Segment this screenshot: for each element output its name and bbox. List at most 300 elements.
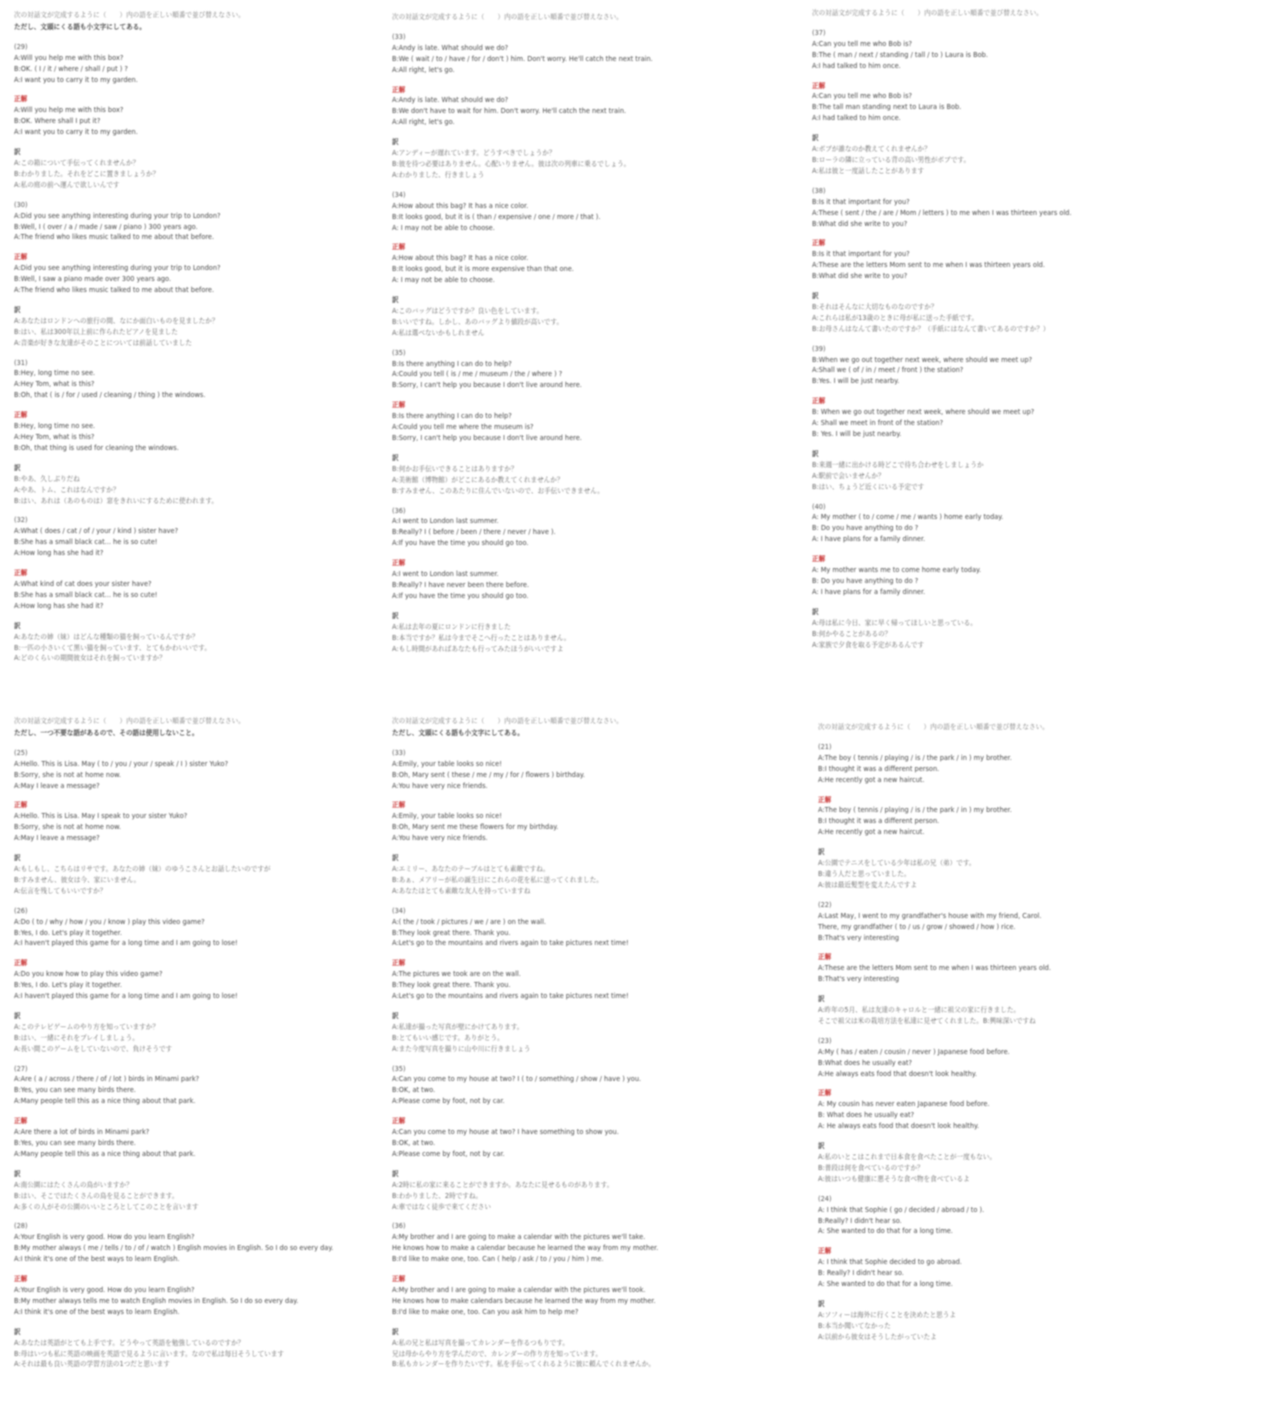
translation-label: 訳 [392,138,399,147]
worksheet-column-5 [392,716,777,1370]
translation-line: B:わかりました。それをどこに置きましょうか？ [14,169,160,178]
translation-label: 訳 [812,449,819,458]
translation-line: A:このバッグはどうですか？良い色をしています。 [392,306,544,315]
translation-line: A:私は去年の夏にロンドンに行きました [392,622,511,631]
answer-line: A:Do you know how to play this video game? [14,970,163,979]
translation-line: A:それは最も良い英語の学習方法の1つだと思います [14,1360,170,1369]
answer-label: 正解 [392,85,406,94]
question-line: A:Andy is late. What should we do? [392,43,509,52]
question-line: He knows how to make a calendar because he learned the way from my mother. [392,1244,659,1253]
answer-line: A:The friend who likes music talked to me about that before. [14,286,215,295]
question-block [14,42,399,191]
question-line: A:How long has she had it? [14,549,104,558]
translation-line: B:普段は何を食べているのですか？ [818,1163,924,1172]
question-line: A:Shall we ( of / in / meet / front ) the station? [812,366,964,375]
translation-line: B:それはそんなに大切なものなのですか？ [812,302,938,311]
question-line: A:I haven't played this game for a long time and I am going to lose! [14,939,238,948]
translation-line: A:公園でテニスをしている少年は私の兄（弟）です。 [818,859,976,868]
answer-line: B:They look great there. Thank you. [392,981,511,990]
question-block [392,190,777,339]
answer-line: B:Well, I saw a piano made over 300 years ago. [14,275,172,284]
translation-line: B:すみません、彼女は今、家にいません。 [14,875,141,884]
answer-line: B: Really? I didn't hear so. [818,1269,904,1278]
translation-line: B:本当ですか？私は今までそこへ行ったことはありません。 [392,633,571,642]
question-block [14,906,399,1055]
question-number: (32) [14,516,28,525]
answer-line: A:What kind of cat does your sister have? [14,579,152,588]
answer-line: B:My mother always tells me to watch English movies in English. So I do so every day. [14,1296,299,1305]
answer-line: A:Could you tell me where the museum is? [392,423,534,432]
worksheet-column-3 [812,8,1197,650]
translation-line: A:私の兄と私は写真を撮ってカレンダーを作るつもりです。 [392,1338,570,1347]
question-line: A: She wanted to do that for a long time. [818,1227,953,1236]
answer-line: B: What does he usually eat? [818,1111,915,1120]
question-number: (38) [812,186,826,195]
question-line: B:Really? I ( before / been / there / never / have ). [392,528,556,537]
worksheet-column-6 [818,722,1203,1343]
question-block [392,348,777,497]
answer-line: He knows how to make calendars because he learned the way from my mother. [392,1296,656,1305]
question-line: A:I think it's one of the best ways to learn English. [14,1255,180,1264]
question-block [818,1036,1203,1185]
answer-line: A:Can you tell me who Bob is? [812,92,913,101]
translation-label: 訳 [14,854,21,863]
answer-line: A:Your English is very good. How do you learn English? [14,1285,195,1294]
question-block [812,28,1197,177]
translation-line: B:母はいつも私に英語の映画を英語で見るように言います。なので私は毎日そうしています [14,1349,284,1358]
answer-line: A:My brother and I are going to make a calendar with the pictures we'll took. [392,1285,646,1294]
question-line: B:Really? I didn't hear so. [818,1216,902,1225]
question-line: A:He recently got a new haircut. [818,775,925,784]
question-line: A:I want you to carry it to my garden. [14,75,138,84]
answer-label: 正解 [818,1089,832,1098]
translation-line: A:ボブが誰なのか教えてくれませんか？ [812,145,931,154]
answer-label: 正解 [818,795,832,804]
answer-line: A:These are the letters Mom sent to me when I was thirteen years old. [812,261,1045,270]
question-line: B:Is it that important for you? [812,197,910,206]
translation-line: B:私もカレンダーを作りたいです。私を手伝ってくれるように彼に頼んでくれませんか。 [392,1360,655,1369]
question-number: (22) [818,900,832,909]
question-number: (28) [14,1222,28,1231]
question-line: A: My mother ( to / come / me / wants ) home early today. [812,513,1004,522]
answer-line: A:Will you help me with this box? [14,106,124,115]
answer-label: 正解 [14,1275,28,1284]
translation-line: A:あなたはとても素敵な友人を持っていますね [392,886,531,895]
question-number: (39) [812,344,826,353]
question-line: B:Yes, I do. Let's play it together. [14,928,122,937]
question-line: A:Can you tell me who Bob is? [812,39,913,48]
translation-line: B:わかりました、2時ですね。 [392,1191,483,1200]
answer-line: A:Can you come to my house at two? I have something to show you. [392,1128,619,1137]
answer-line: B:Sorry, I can't help you because I don't live around here. [392,434,582,442]
question-line: A:Many people tell this as a nice thing about that park. [14,1097,196,1106]
translation-line: B:いいですね。しかし、あのバッグより値段が高いです。 [392,317,564,326]
question-line: B:OK. ( I / it / where / shall / put ) ? [14,64,128,73]
translation-line: A:また今度写真を撮りに山や川に行きましょう [392,1044,531,1053]
translation-line: A:どのくらいの期間彼女はそれを飼っていますか？ [14,654,166,663]
question-line: A:Let's go to the mountains and rivers again to take pictures next time! [392,939,629,948]
translation-line: B:本当か聞いてなかった [818,1321,891,1330]
answer-label: 正解 [14,569,28,578]
translation-line: A:私達が撮った写真が壁にかけてあります。 [392,1022,524,1031]
answer-line: A:I went to London last summer. [392,570,499,579]
answer-line: A:I think it's one of the best ways to learn English. [14,1307,180,1316]
answer-line: A: He always eats food that doesn't look healthy. [818,1122,980,1131]
answer-line: A:He recently got a new haircut. [818,828,925,837]
worksheet-column-2 [392,12,777,654]
question-number: (30) [14,200,28,209]
translation-line: A:アンディーが遅れています。どうすべきでしょうか？ [392,149,556,158]
question-block [14,515,399,664]
answer-line: B: When we go out together next week, where should we meet up? [812,408,1035,417]
question-line: A:These ( sent / the / are / Mom / letters ) to me when I was thirteen years old. [812,208,1072,217]
translation-label: 訳 [818,1142,825,1151]
question-line: B:It looks good, but it is ( than / expensive / one / more / that ). [392,212,601,221]
translation-label: 訳 [818,1299,825,1308]
translation-label: 訳 [392,1327,399,1336]
question-number: (35) [392,348,406,357]
question-line: A:Please come by foot, not by car. [392,1097,505,1106]
translation-line: A:伝言を残してもいいですか？ [14,886,107,895]
answer-line: B:What did she write to you? [812,272,908,281]
answer-line: B:OK, at two. [392,1139,436,1147]
instruction-text: 次の対話文が完成するように（ ）内の語を正しい順番で並び替えなさい。 [818,723,1049,731]
question-line: B:What did she write to you? [812,219,908,228]
question-line: A:Are ( a / across / there / of / lot ) birds in Minami park? [14,1075,200,1084]
answer-line: B:Yes, I do. Let's play it together. [14,981,122,990]
answer-line: A: My mother wants me to come home early today. [812,566,982,575]
question-line: A: I think that Sophie ( go / decided / abroad / to ). [818,1205,985,1214]
question-number: (34) [392,190,406,199]
question-line: A:He always eats food that doesn't look healthy. [818,1069,977,1078]
translation-line: A:長い間このゲームをしていないので、負けそうです [14,1044,173,1053]
translation-line: A:もしもし、こちらはリサです。あなたの姉（妹）のゆうこさんとお話したいのですが [14,864,271,873]
translation-line: A:私の庭の前へ運んで欲しいんです [14,180,120,189]
instruction-text: 次の対話文が完成するように（ ）内の語を正しい順番で並び替えなさい。 [14,717,245,725]
translation-line: B:はい、一緒にそれをプレイしましょう。 [14,1033,139,1042]
translation-line: A:この箱について手伝ってくれませんか？ [14,158,140,167]
answer-line: A: I may not be able to choose. [392,276,495,285]
answer-line: B:The tall man standing next to Laura is Bob. [812,103,962,112]
translation-line: A:あなたはロンドンへの旅行の間、なにか面白いものを見ましたか？ [14,316,219,325]
translation-line: A:ソフィーは海外に行くことを決めたと思うよ [818,1310,956,1319]
question-line: A:You have very nice friends. [392,781,488,790]
translation-line: B:ローラの隣に立っている背の高い男性がボブです。 [812,155,971,164]
translation-label: 訳 [392,611,399,620]
translation-line: A:音楽が好きな友達がそのことについては前話していました [14,338,192,347]
answer-line: A:Let's go to the mountains and rivers again to take pictures next time! [392,992,629,1001]
question-block [392,906,777,1055]
translation-label: 訳 [392,1011,399,1020]
question-number: (31) [14,358,28,367]
question-line: A:Emily, your table looks so nice! [392,759,502,768]
question-line: B:Oh, that ( is / for / used / cleaning / thing ) the windows. [14,391,206,400]
answer-label: 正解 [14,801,28,810]
question-line: A:The boy ( tennis / playing / is / the park / in ) my brother. [818,753,1012,762]
question-line: A:I had talked to him once. [812,61,901,70]
translation-line: A:昨年の5月、私は友達のキャロルと一緒に祖父の家に行きました。 [818,1006,1021,1015]
answer-line: A:Did you see anything interesting during your trip to London? [14,264,221,273]
translation-line: A:私は選べないかもしれません [392,328,485,337]
question-line: A:Could you tell ( is / me / museum / the / where ) ? [392,370,563,379]
question-line: B:I thought it was a different person. [818,764,940,773]
answer-line: B:Oh, Mary sent me these flowers for my birthday. [392,823,559,832]
question-number: (24) [818,1194,832,1203]
question-line: A:( the / took / pictures / we / are ) on the wall. [392,917,546,926]
instruction-text: 次の対話文が完成するように（ ）内の語を正しい順番で並び替えなさい。 [392,717,623,725]
answer-label: 正解 [812,239,826,248]
question-number: (33) [392,32,406,41]
answer-line: B:Is it that important for you? [812,250,910,259]
question-line: A:Do ( to / why / how / you / know ) play this video game? [14,917,205,926]
question-line: B:Sorry, I can't help you because I don't live around here. [392,381,582,390]
question-line: B:We ( wait / to / have / for / don't ) him. Don't worry. He'll catch the next train. [392,54,653,63]
question-line: A:Hey Tom, what is this? [14,380,95,389]
instruction-text: 次の対話文が完成するように（ ）内の語を正しい順番で並び替えなさい。 [14,11,245,19]
question-line: B:When we go out together next week, where should we meet up? [812,355,1033,364]
question-number: (23) [818,1036,832,1045]
instruction-note: ただし、文頭にくる語も小文字にしてある。 [392,728,524,737]
answer-label: 正解 [812,81,826,90]
question-block [392,748,777,897]
answer-line: A:The boy ( tennis / playing / is / the park / in ) my brother. [818,806,1012,815]
answer-line: B:Oh, that thing is used for cleaning the windows. [14,443,179,452]
answer-line: A:Many people tell this as a nice thing about that park. [14,1149,196,1158]
instruction-note: ただし、文頭にくる語も小文字にしてある。 [14,22,146,31]
question-block [14,200,399,349]
answer-label: 正解 [812,397,826,406]
translation-line: B:はい、ちょうど近くにいる予定です [812,482,925,491]
answer-line: A:Hello. This is Lisa. May I speak to your sister Yuko? [14,812,188,821]
question-line: A:May I leave a message? [14,781,100,790]
translation-line: B:あぁ、メアリーが私の誕生日にこれらの花を私に送ってくれました。 [392,875,603,884]
answer-label: 正解 [14,959,28,968]
translation-label: 訳 [14,463,21,472]
translation-line: A:エミリー、あなたのテーブルはとても素敵ですね。 [392,864,550,873]
translation-line: A:南公園にはたくさんの鳥がいますか？ [14,1180,133,1189]
question-block [14,1064,399,1213]
answer-line: A:Emily, your table looks so nice! [392,812,502,821]
translation-line: A:以前から彼女はそうしたがっていたよ [818,1332,937,1341]
question-block [392,506,777,655]
answer-line: B: Do you have anything to do ? [812,576,919,585]
translation-line: A:車ではなく徒歩で来てください [392,1202,491,1211]
translation-line: B:何かお手伝いできることはありますか？ [392,464,518,473]
answer-line: A:I want you to carry it to my garden. [14,128,138,137]
answer-line: B:Is there anything I can do to help? [392,412,512,421]
translation-line: B:彼を待つ必要はありません。心配いりません。彼は次の列車に乗るでしょう。 [392,159,631,168]
question-line: B: Do you have anything to do ? [812,524,919,533]
translation-line: B:とてもいい感じです。ありがとう。 [392,1033,504,1042]
question-block [14,1221,399,1370]
instruction-text: 次の対話文が完成するように（ ）内の語を正しい順番で並び替えなさい。 [812,9,1043,17]
answer-label: 正解 [818,1247,832,1256]
question-number: (40) [812,502,826,511]
answer-label: 正解 [392,401,406,410]
question-number: (36) [392,506,406,515]
answer-line: A: My cousin has never eaten Japanese food before. [818,1100,990,1109]
translation-line: B:やあ、久しぶりだね [14,474,80,483]
answer-label: 正解 [392,959,406,968]
question-block [14,748,399,897]
answer-line: A:Are there a lot of birds in Minami park? [14,1128,150,1137]
answer-line: B:Sorry, she is not at home now. [14,823,121,832]
translation-line: B:はい、あれは（あのものは）窓をきれいにするために使われます。 [14,496,219,505]
translation-label: 訳 [14,621,21,630]
translation-line: B:はい、そこではたくさんの鳥を見ることができます。 [14,1191,179,1200]
translation-label: 訳 [812,134,819,143]
answer-label: 正解 [392,801,406,810]
question-line: A:The friend who likes music talked to me about that before. [14,233,215,242]
answer-line: A:Andy is late. What should we do? [392,96,509,105]
answer-line: B:I thought it was a different person. [818,817,940,826]
translation-label: 訳 [392,453,399,462]
worksheet-column-4 [14,716,399,1370]
question-line: B:They look great there. Thank you. [392,928,511,937]
question-block [818,742,1203,891]
question-number: (25) [14,748,28,757]
question-line: B:Is there anything I can do to help? [392,359,512,368]
translation-line: 兄は母からやり方を学んだので、カレンダーの作り方を知っています。 [392,1349,602,1358]
question-number: (34) [392,906,406,915]
translation-line: B:来週一緒に出かける時どこで待ち合わせをしましょうか [812,460,984,469]
translation-label: 訳 [812,292,819,301]
translation-label: 訳 [818,995,825,1004]
translation-label: 訳 [818,848,825,857]
answer-line: A: She wanted to do that for a long time. [818,1280,953,1289]
translation-label: 訳 [14,305,21,314]
question-block [392,32,777,181]
question-number: (21) [818,742,832,751]
answer-line: A:Please come by foot, not by car. [392,1149,505,1158]
answer-line: A:May I leave a message? [14,834,100,843]
question-block [812,344,1197,493]
question-number: (37) [812,28,826,37]
answer-label: 正解 [392,243,406,252]
instruction-note: ただし、一つ不要な語があるので、その語は使用しないこと。 [14,728,199,737]
answer-label: 正解 [392,1275,406,1284]
question-line: B:Yes. I will be just nearby. [812,377,900,386]
translation-line: A:彼はいつも健康に悪そうな食べ物を食べているよ [818,1174,970,1183]
question-line: B:What does he usually eat? [818,1058,912,1067]
question-line: B:She has a small black cat... he is so cute! [14,538,158,547]
question-number: (35) [392,1064,406,1073]
translation-line: B:何かやることがあるの？ [812,629,892,638]
question-line: A:My ( has / eaten / cousin / never ) Japanese food before. [818,1047,1010,1056]
translation-label: 訳 [392,296,399,305]
question-number: (29) [14,42,28,51]
translation-line: A:あなたは英語がとても上手です。どうやって英語を勉強しているのですか？ [14,1338,245,1347]
question-line: A:How about this bag? It has a nice color. [392,201,529,210]
translation-line: A:家族で夕食を取る予定があるんです [812,640,925,649]
translation-label: 訳 [392,854,399,863]
question-line: B:Well, I ( over / a / made / saw / piano ) 300 years ago. [14,222,198,231]
answer-label: 正解 [392,1117,406,1126]
answer-label: 正解 [812,555,826,564]
translation-line: A:私は彼と一度話したことがあります [812,166,925,175]
answer-line: B: Yes. I will be just nearby. [812,430,902,438]
question-line: B:Yes, you can see many birds there. [14,1086,136,1095]
question-line: A:What ( does / cat / of / your / kind ) sister have? [14,527,179,536]
translation-label: 訳 [812,607,819,616]
translation-line: A:もし時間があればあなたも行ってみたほうがいいですよ [392,644,564,653]
translation-line: B:お母さんはなんて書いたのですか？（手紙にはなんて書いてあるのですか？） [812,324,1050,333]
answer-line: B:OK. Where shall I put it? [14,117,101,126]
translation-line: A:駅前で会いませんか？ [812,471,885,480]
question-line: There, my grandfather ( to / us / grow / showed / how ) rice. [818,922,1016,931]
question-line: A: I may not be able to choose. [392,223,495,232]
answer-line: B:We don't have to wait for him. Don't worry. He'll catch the next train. [392,107,627,116]
translation-line: B:すみません、このあたりに住んでいないので、お手伝いできません。 [392,486,604,495]
answer-line: B:Really? I have never been there before. [392,580,530,589]
question-line: A:Your English is very good. How do you learn English? [14,1233,195,1242]
question-line: A: I have plans for a family dinner. [812,535,926,544]
question-line: B:My mother always ( me / tells / to / of / watch ) English movies in English. So I do so every day. [14,1244,334,1253]
answer-line: A:All right, let's go. [392,118,455,127]
answer-label: 正解 [392,559,406,568]
question-line: A:If you have the time you should go too. [392,539,529,548]
answer-line: B:Yes, you can see many birds there. [14,1139,136,1147]
question-line: A:Did you see anything interesting during your trip to London? [14,211,221,220]
translation-line: そこで祖父は米の栽培方法を私達に見せてくれました。B:興味深いですね [818,1016,1036,1025]
question-block [812,186,1197,335]
answer-label: 正解 [14,253,28,262]
translation-line: A:多くの人がその公園のいいところとしてこのことを言います [14,1202,199,1211]
question-block [14,358,399,507]
question-number: (27) [14,1064,28,1073]
question-line: B:OK, at two. [392,1086,436,1095]
answer-label: 正解 [14,411,28,420]
instruction-text: 次の対話文が完成するように（ ）内の語を正しい順番で並び替えなさい。 [392,13,623,21]
question-number: (36) [392,1222,406,1231]
answer-label: 正解 [14,95,28,104]
answer-label: 正解 [818,953,832,962]
answer-line: A:Hey Tom, what is this? [14,433,95,441]
question-block [392,1064,777,1213]
translation-line: A:やあ、トム、これはなんですか？ [14,485,120,494]
translation-line: A:このテレビゲームのやり方を知っていますか？ [14,1022,159,1031]
translation-label: 訳 [392,1169,399,1178]
translation-line: A:母は私に今日、家に早く帰ってほしいと思っている。 [812,618,977,627]
question-line: A:Will you help me with this box? [14,53,124,62]
answer-line: A:How long has she had it? [14,601,104,610]
answer-line: A: Shall we meet in front of the station? [812,419,944,428]
translation-line: B:一匹の小さいくて黒い猫を飼っています、とてもかわいいです。 [14,643,211,652]
translation-label: 訳 [14,1327,21,1336]
translation-line: A:あなたの姉（妹）はどんな種類の猫を飼っているんですか？ [14,632,199,641]
answer-line: A:I had talked to him once. [812,114,901,123]
question-line: A:My brother and I are going to make a calendar with the pictures we'll take. [392,1233,646,1242]
answer-label: 正解 [14,1117,28,1126]
translation-line: A:美術館（博物館）がどこにあるか教えてくれませんか？ [392,475,564,484]
question-line: B:The ( man / next / standing / tall / to ) Laura is Bob. [812,50,988,59]
question-line: A:I went to London last summer. [392,517,499,526]
question-line: B:Sorry, she is not at home now. [14,770,121,779]
answer-line: A: I have plans for a family dinner. [812,587,926,596]
translation-label: 訳 [14,1011,21,1020]
answer-line: A:You have very nice friends. [392,834,488,843]
translation-line: A:2時に私の家に来ることができますか。あなたに見せるものがあります。 [392,1180,614,1189]
answer-line: A: I think that Sophie decided to go abroad. [818,1258,962,1267]
translation-line: B:はい、私は300年以上前に作られたピアノを見ました [14,327,178,336]
worksheet-column-1 [14,10,399,664]
answer-line: A:If you have the time you should go too. [392,591,529,600]
answer-line: B:It looks good, but it is more expensive than that one. [392,265,574,274]
translation-line: A:彼は最近髪型を変えたんですよ [818,880,917,889]
translation-label: 訳 [14,1169,21,1178]
question-line: B:Hey, long time no see. [14,369,96,378]
translation-line: A:わかりました、行きましょう [392,170,485,179]
